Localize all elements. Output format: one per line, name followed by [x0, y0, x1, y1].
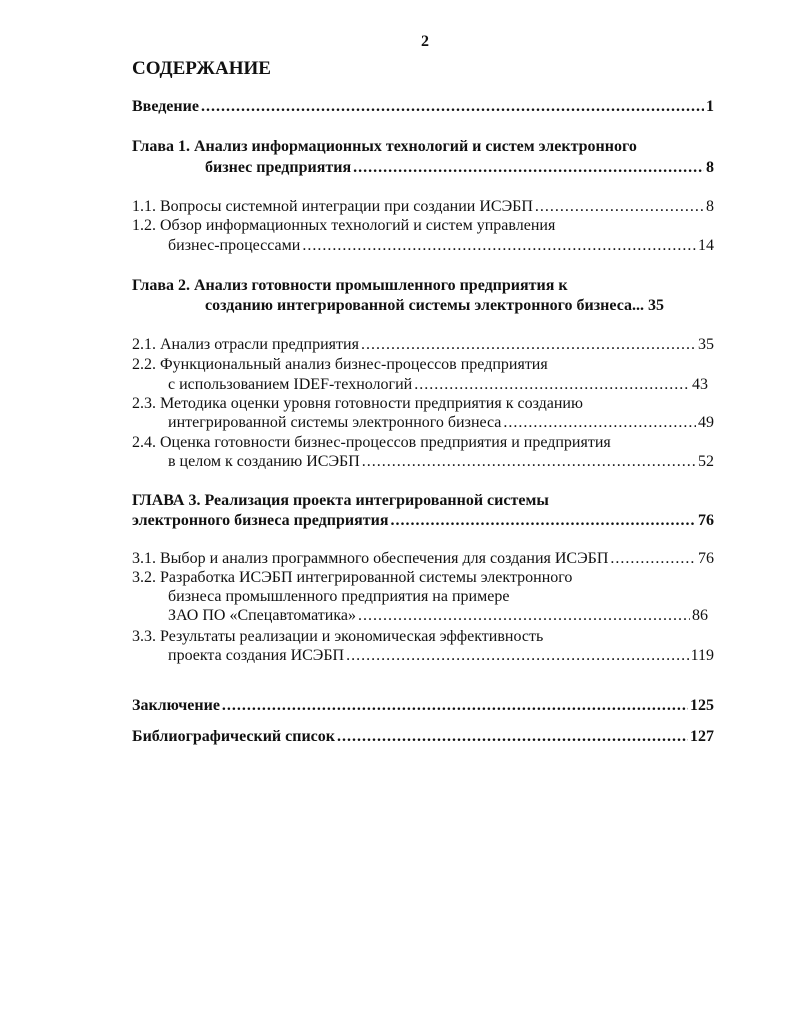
- toc-section-2-3[interactable]: [168, 413, 714, 433]
- toc-chapter-2[interactable]: [205, 296, 714, 316]
- toc-entry-label: интегрированной системы электронного бизнеса: [168, 414, 502, 431]
- toc-section-3-3-title[interactable]: 3.3. Результаты реализации и экономическая эффективность: [132, 628, 544, 645]
- toc-entry-page: 76: [698, 550, 714, 567]
- toc-section-2-3-title[interactable]: 2.3. Методика оценки уровня готовности предприятия к созданию: [132, 395, 583, 412]
- dot-leader: [610, 549, 696, 569]
- toc-chapter-3-title[interactable]: ГЛАВА 3. Реализация проекта интегрированной системы: [132, 492, 549, 509]
- dot-leader: [362, 452, 696, 472]
- toc-entry-label: Введение: [132, 98, 199, 115]
- toc-section-3-1[interactable]: [132, 549, 714, 569]
- toc-entry-page: 8: [706, 159, 714, 176]
- toc-section-2-1[interactable]: [132, 335, 714, 355]
- toc-entry-page: 35: [698, 336, 714, 353]
- toc-section-1-1[interactable]: [132, 197, 714, 217]
- toc-entry-label: с использованием IDEF-технологий: [168, 376, 413, 393]
- toc-entry-label: Библиографический список: [132, 728, 335, 745]
- dot-leader: [361, 335, 696, 355]
- toc-entry-label: ЗАО ПО «Спецавтоматика»: [168, 607, 356, 624]
- toc-entry-page: 43: [692, 376, 708, 393]
- toc-entry-page: 76: [698, 512, 714, 529]
- toc-section-3-2[interactable]: [168, 606, 708, 626]
- dot-leader: [390, 511, 696, 531]
- dot-leader: [337, 727, 688, 747]
- toc-entry-label: бизнес-процессами: [168, 237, 301, 254]
- toc-chapter-1-title[interactable]: Глава 1. Анализ информационных технологий и систем электронного: [132, 138, 637, 155]
- toc-entry-page: 49: [698, 414, 714, 431]
- dot-leader: [302, 236, 696, 256]
- toc-entry-page: 127: [690, 728, 714, 745]
- dot-leader: [346, 646, 688, 666]
- dot-leader: [222, 696, 688, 716]
- toc-section-3-2-title[interactable]: 3.2. Разработка ИСЭБП интегрированной системы электронного: [132, 569, 573, 586]
- page-number: 2: [421, 33, 429, 50]
- toc-entry-page: 125: [690, 697, 714, 714]
- toc-entry-label: в целом к созданию ИСЭБП: [168, 453, 360, 470]
- toc-entry-page: 86: [692, 607, 708, 624]
- toc-entry-page: 35: [648, 297, 664, 314]
- toc-entry-label: электронного бизнеса предприятия: [132, 512, 389, 529]
- toc-entry-label: проекта создания ИСЭБП: [168, 647, 345, 664]
- toc-entry-label: созданию интегрированной системы электронного бизнеса...: [205, 297, 644, 314]
- toc-entry-introduction[interactable]: [132, 97, 714, 117]
- toc-entry-conclusion[interactable]: [132, 696, 714, 716]
- toc-section-3-3[interactable]: [168, 646, 714, 666]
- dot-leader: [201, 97, 704, 117]
- toc-entry-bibliography[interactable]: [132, 727, 714, 747]
- toc-entry-label: бизнес предприятия: [205, 159, 352, 176]
- page-title: СОДЕРЖАНИЕ: [132, 58, 271, 79]
- toc-entry-page: 1: [706, 98, 714, 115]
- toc-entry-label: Заключение: [132, 697, 220, 714]
- toc-chapter-2-title[interactable]: Глава 2. Анализ готовности промышленного предприятия к: [132, 277, 568, 294]
- dot-leader: [535, 197, 704, 217]
- toc-section-2-4[interactable]: [168, 452, 714, 472]
- toc-section-2-2-title[interactable]: 2.2. Функциональный анализ бизнес-процессов предприятия: [132, 356, 548, 373]
- toc-entry-label: 1.1. Вопросы системной интеграции при создании ИСЭБП: [132, 198, 533, 215]
- dot-leader: [414, 375, 690, 395]
- toc-entry-page: 119: [690, 647, 714, 664]
- toc-section-2-2[interactable]: [168, 375, 708, 395]
- toc-section-1-2[interactable]: [168, 236, 714, 256]
- dot-leader: [353, 158, 704, 178]
- toc-section-1-2-title[interactable]: 1.2. Обзор информационных технологий и систем управления: [132, 217, 556, 234]
- toc-chapter-3[interactable]: [132, 511, 714, 531]
- toc-entry-page: 14: [698, 237, 714, 254]
- toc-section-2-4-title[interactable]: 2.4. Оценка готовности бизнес-процессов предприятия и предприятия: [132, 434, 611, 451]
- toc-entry-label: 3.1. Выбор и анализ программного обеспечения для создания ИСЭБП: [132, 550, 609, 567]
- toc-section-3-2-subtitle[interactable]: бизнеса промышленного предприятия на примере: [168, 588, 510, 605]
- dot-leader: [358, 606, 690, 626]
- dot-leader: [503, 413, 696, 433]
- toc-entry-label: 2.1. Анализ отрасли предприятия: [132, 336, 359, 353]
- toc-entry-page: 52: [698, 453, 714, 470]
- toc-chapter-1[interactable]: [205, 158, 714, 178]
- toc-entry-page: 8: [706, 198, 714, 215]
